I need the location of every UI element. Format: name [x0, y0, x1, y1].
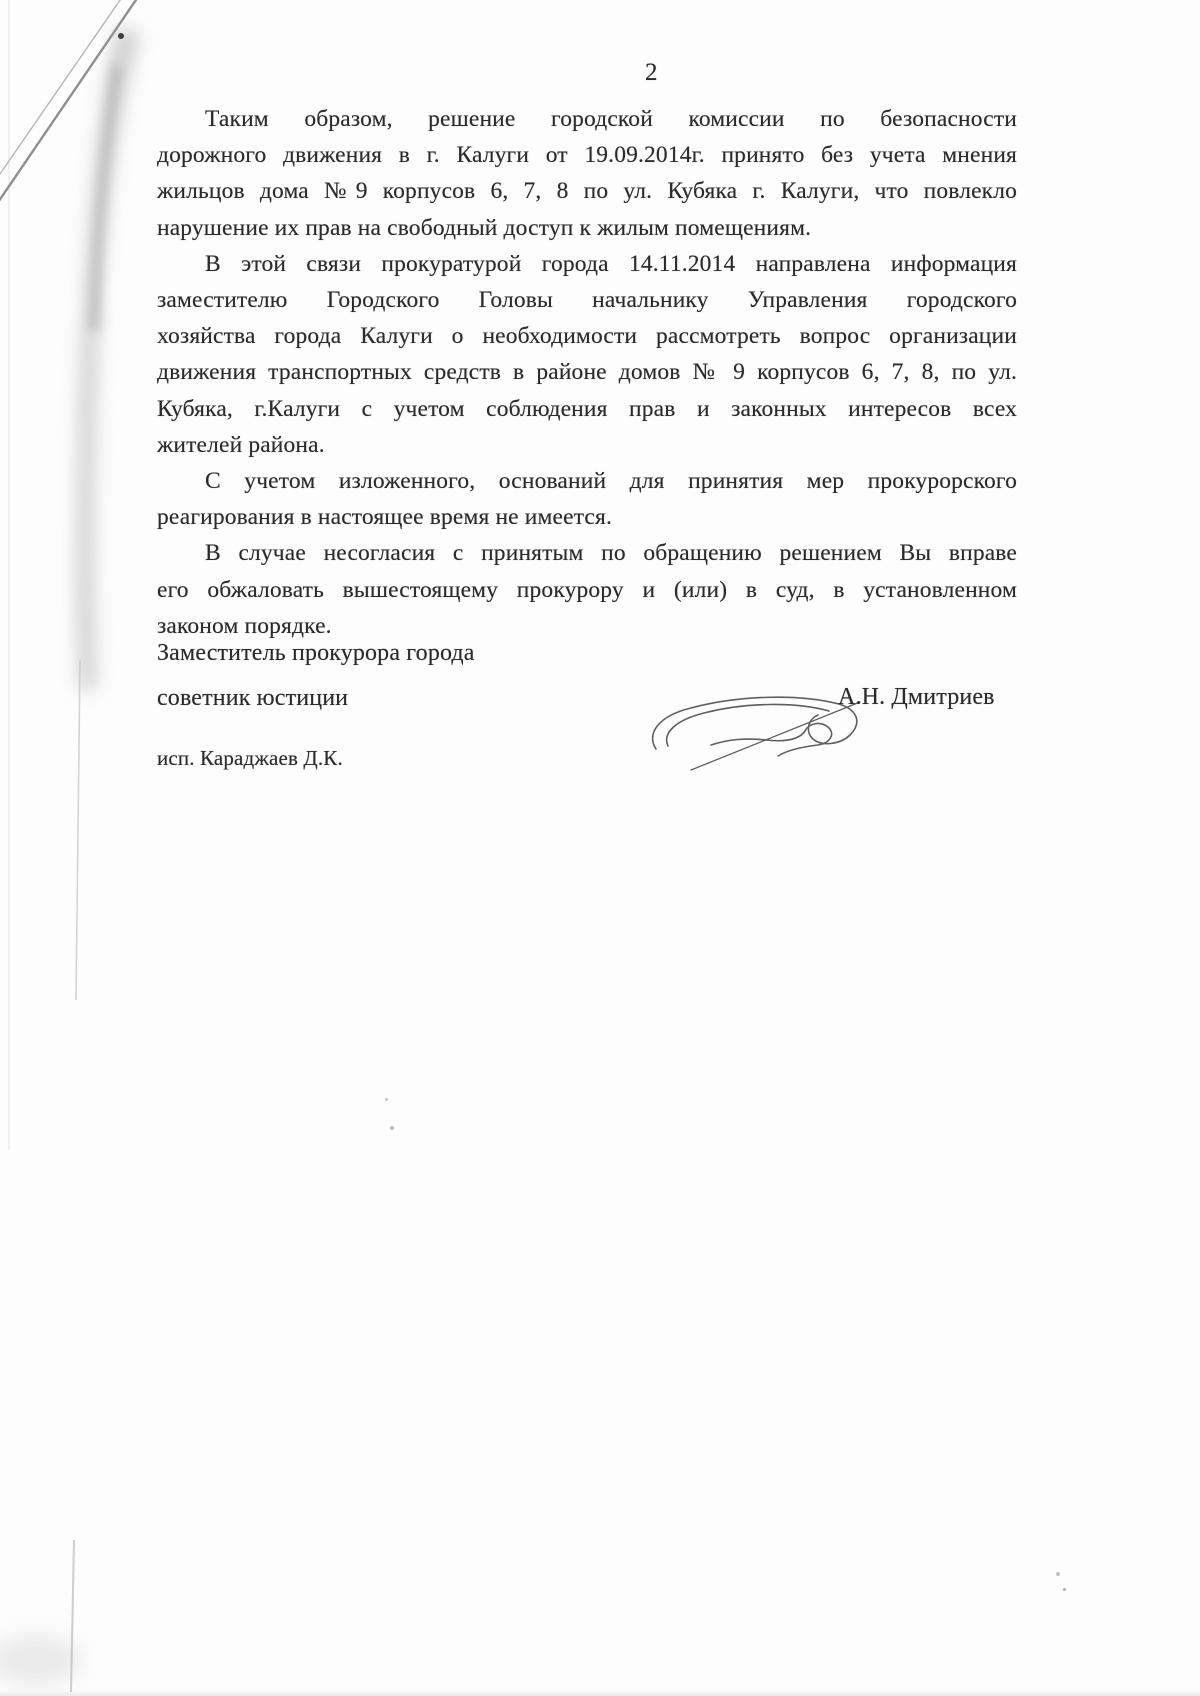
- text-line: С учетом изложенного, оснований для принятия мер прокурорского: [205, 468, 1017, 495]
- fold-crease-outer: [0, 0, 140, 214]
- text-line: его обжаловать вышестоящему прокурору и (или) в суд, в установленном: [157, 576, 1017, 603]
- fold-crease-inner: [0, 0, 127, 200]
- scan-speck: [1056, 1572, 1060, 1576]
- fold-shade-band-dark: [88, 60, 122, 330]
- paragraph: [157, 535, 1017, 644]
- paragraph: [157, 101, 1017, 246]
- signature-rank-title: советник юстиции: [157, 685, 349, 711]
- text-line: Таким образом, решение городской комиссии по безопасности: [205, 106, 1017, 132]
- text-line: жильцов дома №9 корпусов 6, 7, 8 по ул. Кубяка г. Калуги, что повлекло: [157, 178, 1017, 205]
- handwritten-signature-icon: [596, 646, 868, 774]
- text-line: В этой связи прокуратурой города 14.11.2014 направлена информация: [205, 250, 1017, 277]
- paragraph: [157, 246, 1017, 463]
- text-line: дорожного движения в г. Калуги от 19.09.2014г. принято без учета мнения: [157, 142, 1017, 169]
- signature-position-title: Заместитель прокурора города: [157, 640, 475, 666]
- page-number: 2: [645, 59, 658, 86]
- crease-line-bottom: [71, 1540, 74, 1692]
- scanner-edge-shadow: [0, 1688, 1200, 1696]
- paragraph: [157, 463, 1017, 535]
- text-line: хозяйства города Калуги о необходимости рассмотреть вопрос организации: [157, 323, 1017, 350]
- ink-dot-speck: [118, 33, 124, 39]
- text-line: заместителю Городского Головы начальнику Управления городского: [157, 287, 1017, 314]
- bottom-smudge: [0, 1634, 82, 1686]
- text-line: законом порядке.: [157, 612, 332, 639]
- fold-shade-band: [77, 25, 140, 690]
- text-line: Кубяка, г.Калуги с учетом соблюдения прав и законных интересов всех: [157, 395, 1017, 422]
- executor-note: исп. Караджаев Д.К.: [157, 746, 343, 770]
- text-line: движения транспортных средств в районе домов № 9 корпусов 6, 7, 8, по ул.: [157, 359, 1017, 386]
- scan-speck: [1063, 1588, 1066, 1591]
- scan-speck: [390, 1126, 394, 1130]
- text-line: нарушение их прав на свободный доступ к жилым помещениям.: [157, 214, 812, 241]
- text-line: В случае несогласия с принятым по обращению решением Вы вправе: [205, 540, 1017, 567]
- signer-name: А.Н. Дмитриев: [838, 684, 995, 710]
- text-line: жителей района.: [157, 431, 325, 458]
- text-line: реагирования в настоящее время не имеется.: [157, 504, 612, 531]
- crease-line-mid: [76, 660, 80, 1000]
- corner-fold-artifact: [0, 0, 160, 1696]
- scan-speck: [385, 1098, 388, 1101]
- document-body: [157, 101, 1017, 644]
